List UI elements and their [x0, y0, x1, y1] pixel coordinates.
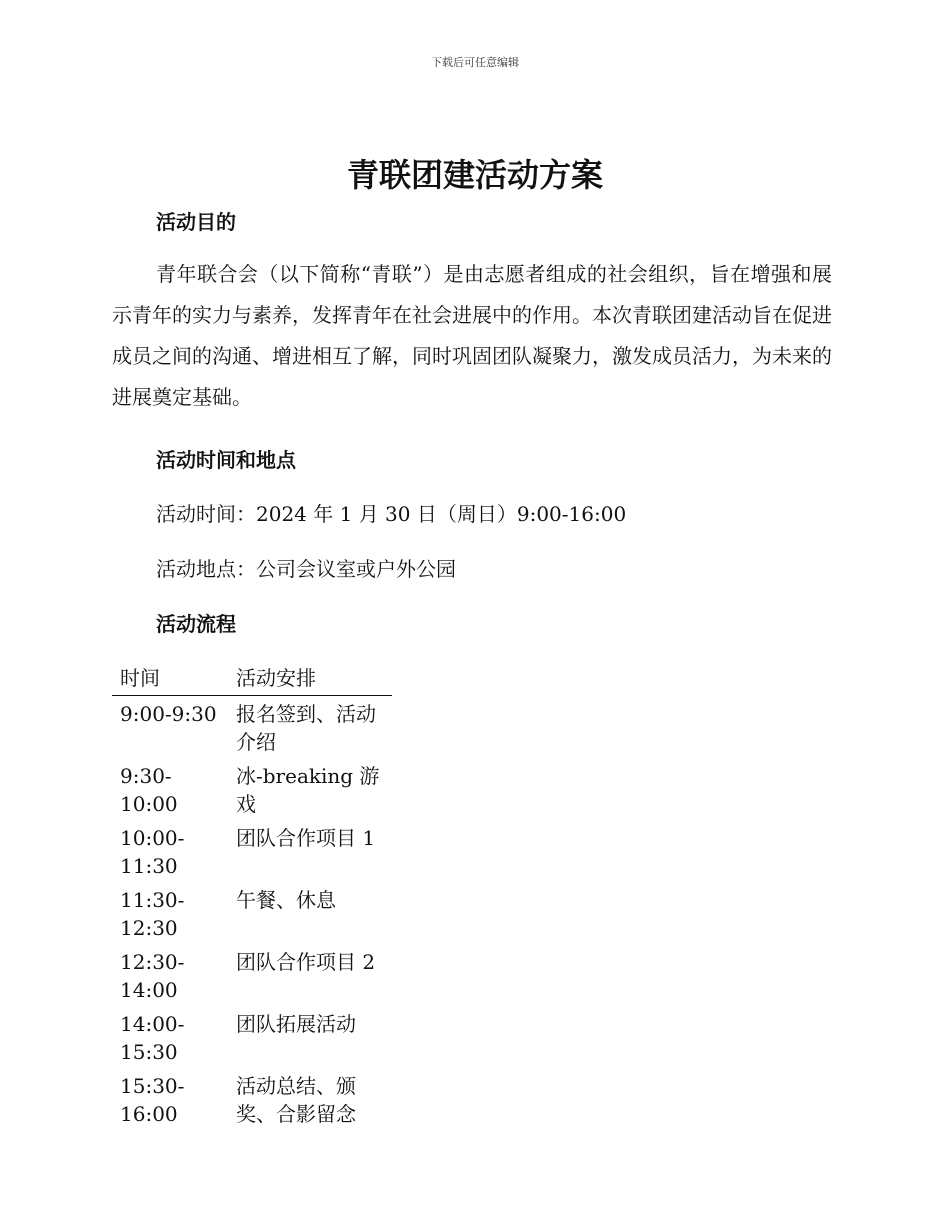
document-title: 青联团建活动方案: [346, 156, 603, 194]
schedule-activity-cell: 活动总结、颁奖、合影留念: [236, 1074, 356, 1126]
table-row: [112, 696, 392, 759]
schedule-time-cell: 15:30-16:00: [120, 1074, 185, 1126]
table-row: [112, 944, 392, 1006]
schedule-activity-cell: 报名签到、活动介绍: [236, 702, 376, 754]
schedule-activity-cell: 冰-breaking 游戏: [236, 764, 380, 816]
schedule-activity-cell: 团队合作项目 2: [236, 950, 376, 974]
schedule-header-row: [112, 662, 392, 696]
schedule-time-cell: 11:30-12:30: [120, 888, 185, 940]
schedule-time-cell: 9:00-9:30: [120, 702, 217, 726]
schedule-activity-cell: 团队合作项目 1: [236, 826, 376, 850]
activity-time-line: 活动时间：2024 年 1 月 30 日（周日）9:00-16:00: [156, 502, 627, 526]
table-row: [112, 882, 392, 944]
schedule-time-cell: 10:00-11:30: [120, 826, 185, 878]
table-row: [112, 758, 392, 820]
schedule-time-cell: 9:30-10:00: [120, 764, 178, 816]
schedule-activity-cell: 午餐、休息: [236, 888, 336, 912]
activity-place-line: 活动地点：公司会议室或户外公园: [156, 557, 456, 581]
page-header-note: 下载后可任意编辑: [431, 56, 519, 69]
schedule-header-time: 时间: [112, 662, 228, 696]
table-row: [112, 1068, 392, 1130]
section-heading-process: 活动流程: [156, 612, 236, 636]
schedule-header-activity: 活动安排: [228, 662, 392, 696]
section-heading-purpose: 活动目的: [156, 210, 236, 234]
schedule-table: [112, 662, 392, 1130]
schedule-time-cell: 12:30-14:00: [120, 950, 185, 1002]
section-heading-time-place: 活动时间和地点: [156, 448, 296, 472]
purpose-paragraph: 青年联合会（以下简称“青联”）是由志愿者组成的社会组织，旨在增强和展示青年的实力与素养，发挥青年在社会进展中的作用。本次青联团建活动旨在促进成员之间的沟通、增进相互了解，同时巩固团队凝聚力，激发成员活力，为未来的进展奠定基础。: [112, 262, 832, 409]
schedule-activity-cell: 团队拓展活动: [236, 1012, 356, 1036]
table-row: [112, 820, 392, 882]
schedule-time-cell: 14:00-15:30: [120, 1012, 185, 1064]
table-row: [112, 1006, 392, 1068]
